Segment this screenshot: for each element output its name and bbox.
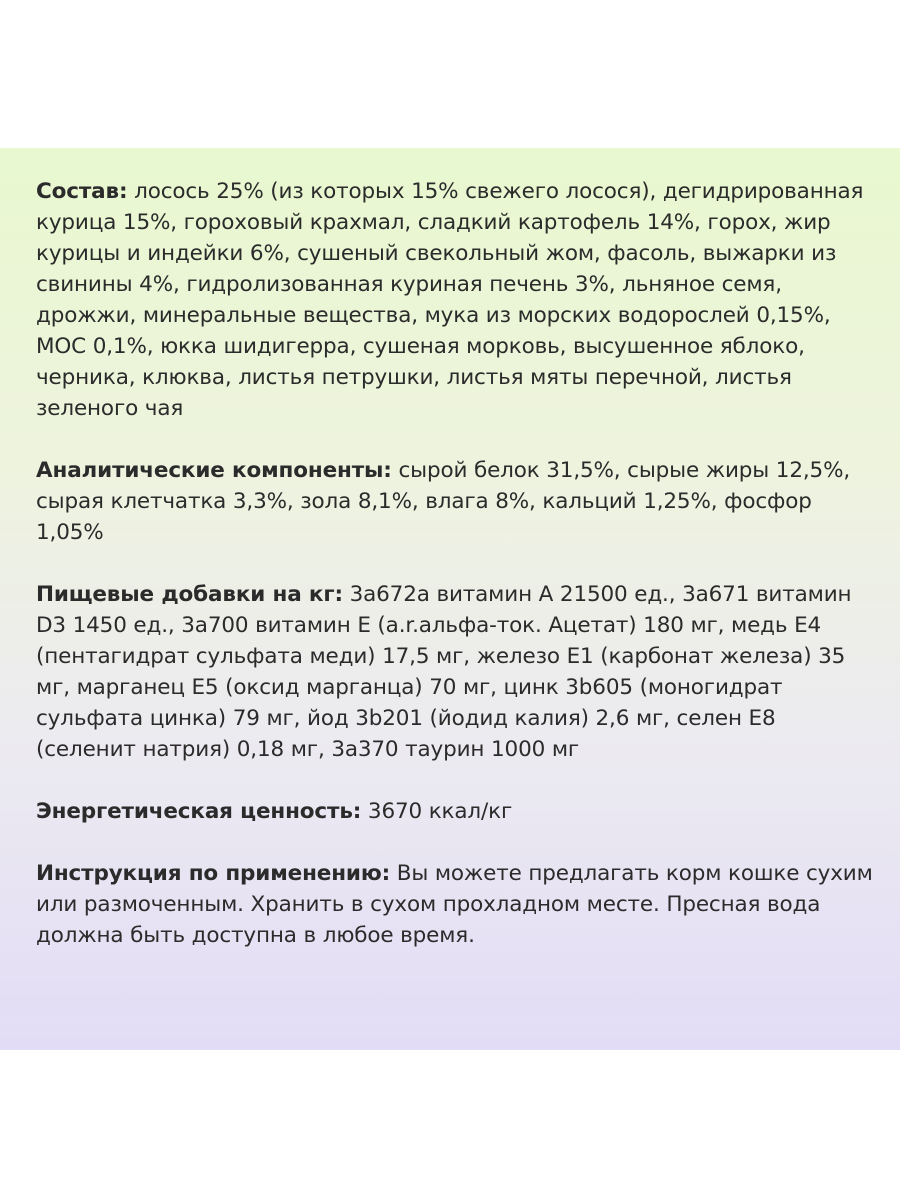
analytical-components-text: сырой белок 31,5%, сырые жиры 12,5%, сырая клетчатка 3,3%, зола 8,1%, влага 8%, кальций 1,25%, фосфор 1,05% xyxy=(36,458,851,545)
energy-value-label: Энергетическая ценность: xyxy=(36,799,362,824)
product-description xyxy=(36,176,874,951)
analytical-components-label: Аналитические компоненты: xyxy=(36,458,392,483)
additives-paragraph xyxy=(36,579,874,765)
additives-text: 3a672a витамин А 21500 ед., 3a671 витамин D3 1450 ед., 3a700 витамин Е (a.r.альфа-ток. Ацетат) 180 мг, медь Е4 (пентагидрат сульфата меди) 17,5 мг, железо Е1 (карбонат железа) 35 мг, марганец Е5 (оксид марганца) 70 мг, цинк 3b605 (моногидрат сульфата цинка) 79 мг, йод 3b201 (йодид калия) 2,6 мг, селен Е8 (селенит натрия) 0,18 мг, 3a370 таурин 1000 мг xyxy=(36,582,852,762)
composition-text: лосось 25% (из которых 15% свежего лосося), дегидрированная курица 15%, гороховый крахмал, сладкий картофель 14%, горох, жир курицы и индейки 6%, сушеный свекольный жом, фасоль, выжарки из свинины 4%, гидролизованная куриная печень 3%, льняное семя, дрожжи, минеральные вещества, мука из морских водорослей 0,15%, МОС 0,1%, юкка шидигерра, сушеная морковь, высушенное яблоко, черника, клюква, листья петрушки, листья мяты перечной, листья зеленого чая xyxy=(36,179,864,421)
energy-value-text: 3670 ккал/кг xyxy=(367,799,513,824)
energy-value-paragraph xyxy=(36,796,874,827)
instructions-label: Инструкция по применению: xyxy=(36,861,391,886)
composition-paragraph xyxy=(36,176,874,424)
composition-label: Состав: xyxy=(36,179,128,204)
instructions-paragraph xyxy=(36,858,874,951)
instructions-text: Вы можете предлагать корм кошке сухим или размоченным. Хранить в сухом прохладном месте. Пресная вода должна быть доступна в любое время. xyxy=(36,861,873,948)
additives-label: Пищевые добавки на кг: xyxy=(36,582,343,607)
analytical-components-paragraph xyxy=(36,455,874,548)
